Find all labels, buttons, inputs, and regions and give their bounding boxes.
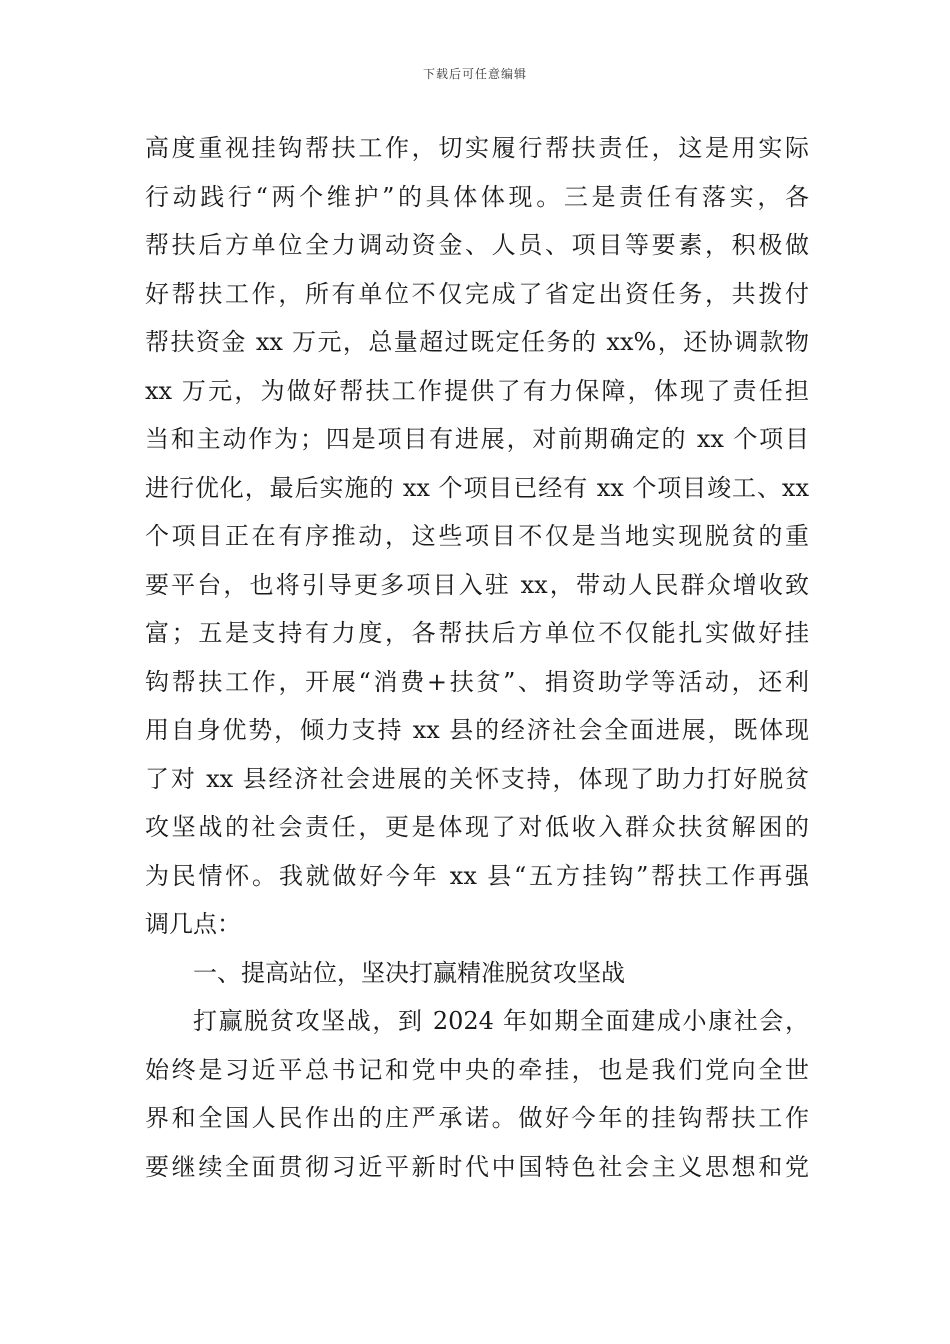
paragraph-line: 打赢脱贫攻坚战，到 2024 年如期全面建成小康社会， [193,1007,809,1035]
paragraph-line: 界和全国人民作出的庄严承诺。做好今年的挂钩帮扶工作 [145,1104,809,1132]
paragraph-line: 好帮扶工作，所有单位不仅完成了省定出资任务，共拨付 [145,279,809,308]
paragraph-line: 帮扶后方单位全力调动资金、人员、项目等要素，积极做 [145,231,809,259]
paragraph-line: 钩帮扶工作，开展“消费+扶贫”、捐资助学等活动，还利 [145,667,809,696]
paragraph-line: 个项目正在有序推动，这些项目不仅是当地实现脱贫的重 [145,522,809,550]
paragraph-line: 当和主动作为；四是项目有进展，对前期确定的 xx 个项目 [145,425,809,453]
section-heading: 一、提高站位，坚决打赢精准脱贫攻坚战 [193,958,625,987]
paragraph-line: xx 万元，为做好帮扶工作提供了有力保障，体现了责任担 [145,376,809,405]
paragraph-line: 攻坚战的社会责任，更是体现了对低收入群众扶贫解困的 [145,813,809,841]
document-body [145,124,809,1191]
paragraph-line: 了对 xx 县经济社会进展的关怀支持，体现了助力打好脱贫 [145,764,809,793]
paragraph-line: 富；五是支持有力度，各帮扶后方单位不仅能扎实做好挂 [145,619,809,647]
page-header: 下载后可任意编辑 [422,67,527,81]
paragraph-line: 为民情怀。我就做好今年 xx 县“五方挂钩”帮扶工作再强 [145,861,809,890]
paragraph-line: 高度重视挂钩帮扶工作，切实履行帮扶责任，这是用实际 [145,134,809,162]
paragraph-line: 帮扶资金 xx 万元，总量超过既定任务的 xx%，还协调款物 [145,328,809,356]
paragraph-line: 要继续全面贯彻习近平新时代中国特色社会主义思想和党 [145,1152,809,1181]
paragraph-line: 要平台，也将引导更多项目入驻 xx，带动人民群众增收致 [145,570,809,599]
paragraph-line: 调几点： [145,910,241,938]
paragraph-line: 进行优化，最后实施的 xx 个项目已经有 xx 个项目竣工、xx [145,473,809,502]
paragraph-line: 行动践行“两个维护”的具体体现。三是责任有落实，各 [145,182,809,211]
paragraph-line: 始终是习近平总书记和党中央的牵挂，也是我们党向全世 [145,1055,809,1084]
paragraph-line: 用自身优势，倾力支持 xx 县的经济社会全面进展，既体现 [145,716,809,744]
